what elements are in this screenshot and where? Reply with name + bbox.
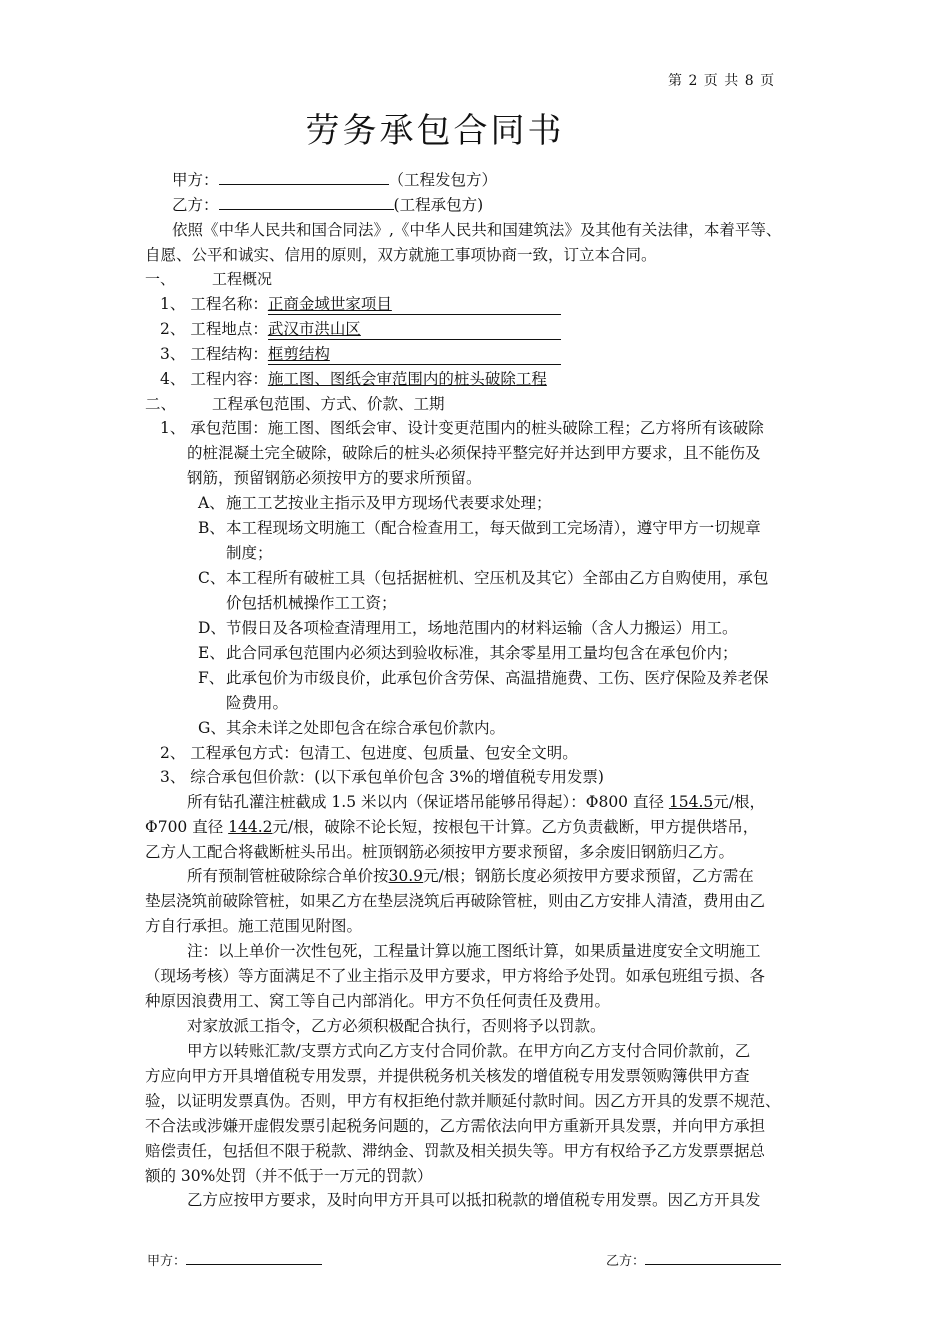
note-line-3: 种原因浪费用工、窝工等自己内部消化。甲方不负任何责任及费用。 <box>145 992 611 1010</box>
party-b-blank <box>219 195 394 210</box>
party-b-label: 乙方： <box>172 196 219 214</box>
sub-item-a-text: 施工工艺按业主指示及甲方现场代表要求处理； <box>226 494 552 512</box>
contract-price-line: 3、 综合承包但价款：(以下承包单价包含 3%的增值税专用发票) <box>160 768 604 786</box>
party-b-line <box>172 195 483 215</box>
sub-item-c-text-1: 本工程所有破桩工具（包括据桩机、空压机及其它）全部由乙方自购使用，承包 <box>226 569 769 587</box>
project-item-3 <box>160 344 561 365</box>
item-number: 1、 <box>160 295 186 313</box>
footer-a-signature-blank <box>186 1250 322 1265</box>
item-number: 2、 <box>160 320 186 338</box>
project-item-2 <box>160 319 561 340</box>
project-location-value: 武汉市洪山区 <box>268 319 561 340</box>
precast-pile-line-3: 方自行承担。施工范围见附图。 <box>145 917 363 935</box>
sub-item-b-text-1: 本工程现场文明施工（配合检查用工，每天做到工完场清），遵守甲方一切规章 <box>226 519 761 537</box>
intro-line-2: 自愿、公平和诚实、信用的原则，双方就施工事项协商一致，订立本合同。 <box>145 246 657 264</box>
note-line-2: （现场考核）等方面满足不了业主指示及甲方要求，甲方将给予处罚。如承包班组亏损、各 <box>145 967 766 985</box>
page-number: 第 2 页 共 8 页 <box>668 73 776 89</box>
sub-item-c-text-2: 价包括机械操作工工资； <box>226 594 397 612</box>
party-b-note: (工程承包方) <box>393 196 484 214</box>
sub-item-g-mark: G、 <box>198 719 226 737</box>
precast-price: 30.9 <box>388 867 424 885</box>
item-number: 4、 <box>160 370 186 388</box>
sub-item-e-mark: E、 <box>198 644 225 662</box>
project-name-value: 正商金域世家项目 <box>268 294 561 315</box>
sub-item-d-mark: D、 <box>198 619 226 637</box>
section-2-number: 二、 <box>145 395 177 413</box>
sub-item-a-mark: A、 <box>198 494 225 512</box>
footer-party-b <box>606 1250 781 1269</box>
document-title: 劳务承包合同书 <box>305 111 565 151</box>
footer-party-a <box>147 1250 322 1269</box>
sub-item-c-mark: C、 <box>198 569 226 587</box>
sub-item-f-mark: F、 <box>198 669 225 687</box>
invoice-line: 乙方应按甲方要求，及时向甲方开具可以抵扣税款的增值税专用发票。因乙方开具发 <box>187 1191 761 1209</box>
party-a-blank <box>219 170 389 185</box>
sub-item-f-text-2: 险费用。 <box>226 694 289 712</box>
scope-line-3: 钢筋，预留钢筋必须按甲方的要求所预留。 <box>187 469 482 487</box>
section-2-title: 工程承包范围、方式、价款、工期 <box>212 395 445 413</box>
precast-pile-line-2: 垫层浇筑前破除管桩，如果乙方在垫层浇筑后再破除管桩，则由乙方安排人清渣，费用由乙 <box>145 892 766 910</box>
payment-line-5: 赔偿责任，包括但不限于税款、滞纳金、罚款及相关损失等。甲方有权给予乙方发票票据总 <box>145 1142 766 1160</box>
text: 元/根，破除不论长短，按根包干计算。乙方负责截断，甲方提供塔吊， <box>272 818 759 836</box>
party-a-note: （工程发包方） <box>388 171 498 189</box>
footer-b-signature-blank <box>645 1250 781 1265</box>
project-structure-value: 框剪结构 <box>268 344 561 365</box>
sub-item-b-text-2: 制度； <box>226 544 273 562</box>
scope-line-1: 1、 承包范围：施工图、图纸会审、设计变更范围内的桩头破除工程；乙方将所有该破除 <box>160 419 764 437</box>
payment-line-6: 额的 30%处罚（并不低于一万元的罚款） <box>145 1167 433 1185</box>
party-a-line <box>172 170 497 190</box>
contract-mode-line: 2、 工程承包方式：包清工、包进度、包质量、包安全文明。 <box>160 744 578 762</box>
price-800: 154.5 <box>668 793 714 811</box>
text: 所有钻孔灌注桩截成 1.5 米以内（保证塔吊能够吊得起）：Φ800 直径 <box>187 793 669 811</box>
item-label: 工程结构： <box>190 345 268 363</box>
payment-line-1: 甲方以转账汇款/支票方式向乙方支付合同价款。在甲方向乙方支付合同价款前，乙 <box>187 1042 751 1060</box>
text: Φ700 直径 <box>145 818 229 836</box>
sub-item-d-text: 节假日及各项检查清理用工，场地范围内的材料运输（含人力搬运）用工。 <box>226 619 738 637</box>
text: 所有预制管桩破除综合单价按 <box>187 867 389 885</box>
sub-item-g-text: 其余未详之处即包含在综合承包价款内。 <box>226 719 506 737</box>
project-content-value: 施工图、图纸会审范围内的桩头破除工程 <box>267 370 547 388</box>
bored-pile-line-2 <box>145 817 758 837</box>
bored-pile-line-1 <box>187 792 765 812</box>
section-1-number: 一、 <box>145 270 176 288</box>
text: 元/根；钢筋长度必须按甲方要求预留，乙方需在 <box>423 867 754 885</box>
project-item-1 <box>160 294 561 315</box>
note-line-1: 注：以上单价一次性包死，工程量计算以施工图纸计算，如果质量进度安全文明施工 <box>187 942 761 960</box>
payment-line-2: 方应向甲方开具增值税专用发票，并提供税务机关核发的增值税专用发票领购簿供甲方查 <box>145 1067 750 1085</box>
order-line: 对家放派工指令，乙方必须积极配合执行，否则将予以罚款。 <box>187 1017 606 1035</box>
payment-line-3: 验，以证明发票真伪。否则，甲方有权拒绝付款并顺延付款时间。因乙方开具的发票不规范、 <box>145 1092 781 1110</box>
sub-item-e-text: 此合同承包范围内必须达到验收标准，其余零星用工量均包含在承包价内； <box>226 644 738 662</box>
footer-b-label: 乙方： <box>606 1254 646 1269</box>
price-700: 144.2 <box>228 818 273 836</box>
sub-item-b-mark: B、 <box>198 519 225 537</box>
item-label: 工程内容： <box>190 370 268 388</box>
bored-pile-line-3: 乙方人工配合将截断桩头吊出。桩顶钢筋必须按甲方要求预留，多余废旧钢筋归乙方。 <box>145 843 735 861</box>
intro-line-1: 依照《中华人民共和国合同法》,《中华人民共和国建筑法》及其他有关法律，本着平等、 <box>172 221 782 239</box>
footer-a-label: 甲方： <box>147 1254 187 1269</box>
sub-item-f-text-1: 此承包价为市级良价，此承包价含劳保、高温措施费、工伤、医疗保险及养老保 <box>226 669 769 687</box>
item-label: 工程名称： <box>190 295 268 313</box>
item-label: 工程地点： <box>190 320 268 338</box>
scope-line-2: 的桩混凝土完全破除，破除后的桩头必须保持平整完好并达到甲方要求，且不能伤及 <box>187 444 761 462</box>
section-1-title: 工程概况 <box>212 270 273 288</box>
precast-pile-line-1 <box>187 866 754 886</box>
payment-line-4: 不合法或涉嫌开虚假发票引起税务问题的，乙方需依法向甲方重新开具发票，并向甲方承担 <box>145 1117 766 1135</box>
text: 元/根， <box>713 793 766 811</box>
item-number: 3、 <box>160 345 186 363</box>
project-item-4 <box>160 369 547 389</box>
party-a-label: 甲方： <box>172 171 219 189</box>
